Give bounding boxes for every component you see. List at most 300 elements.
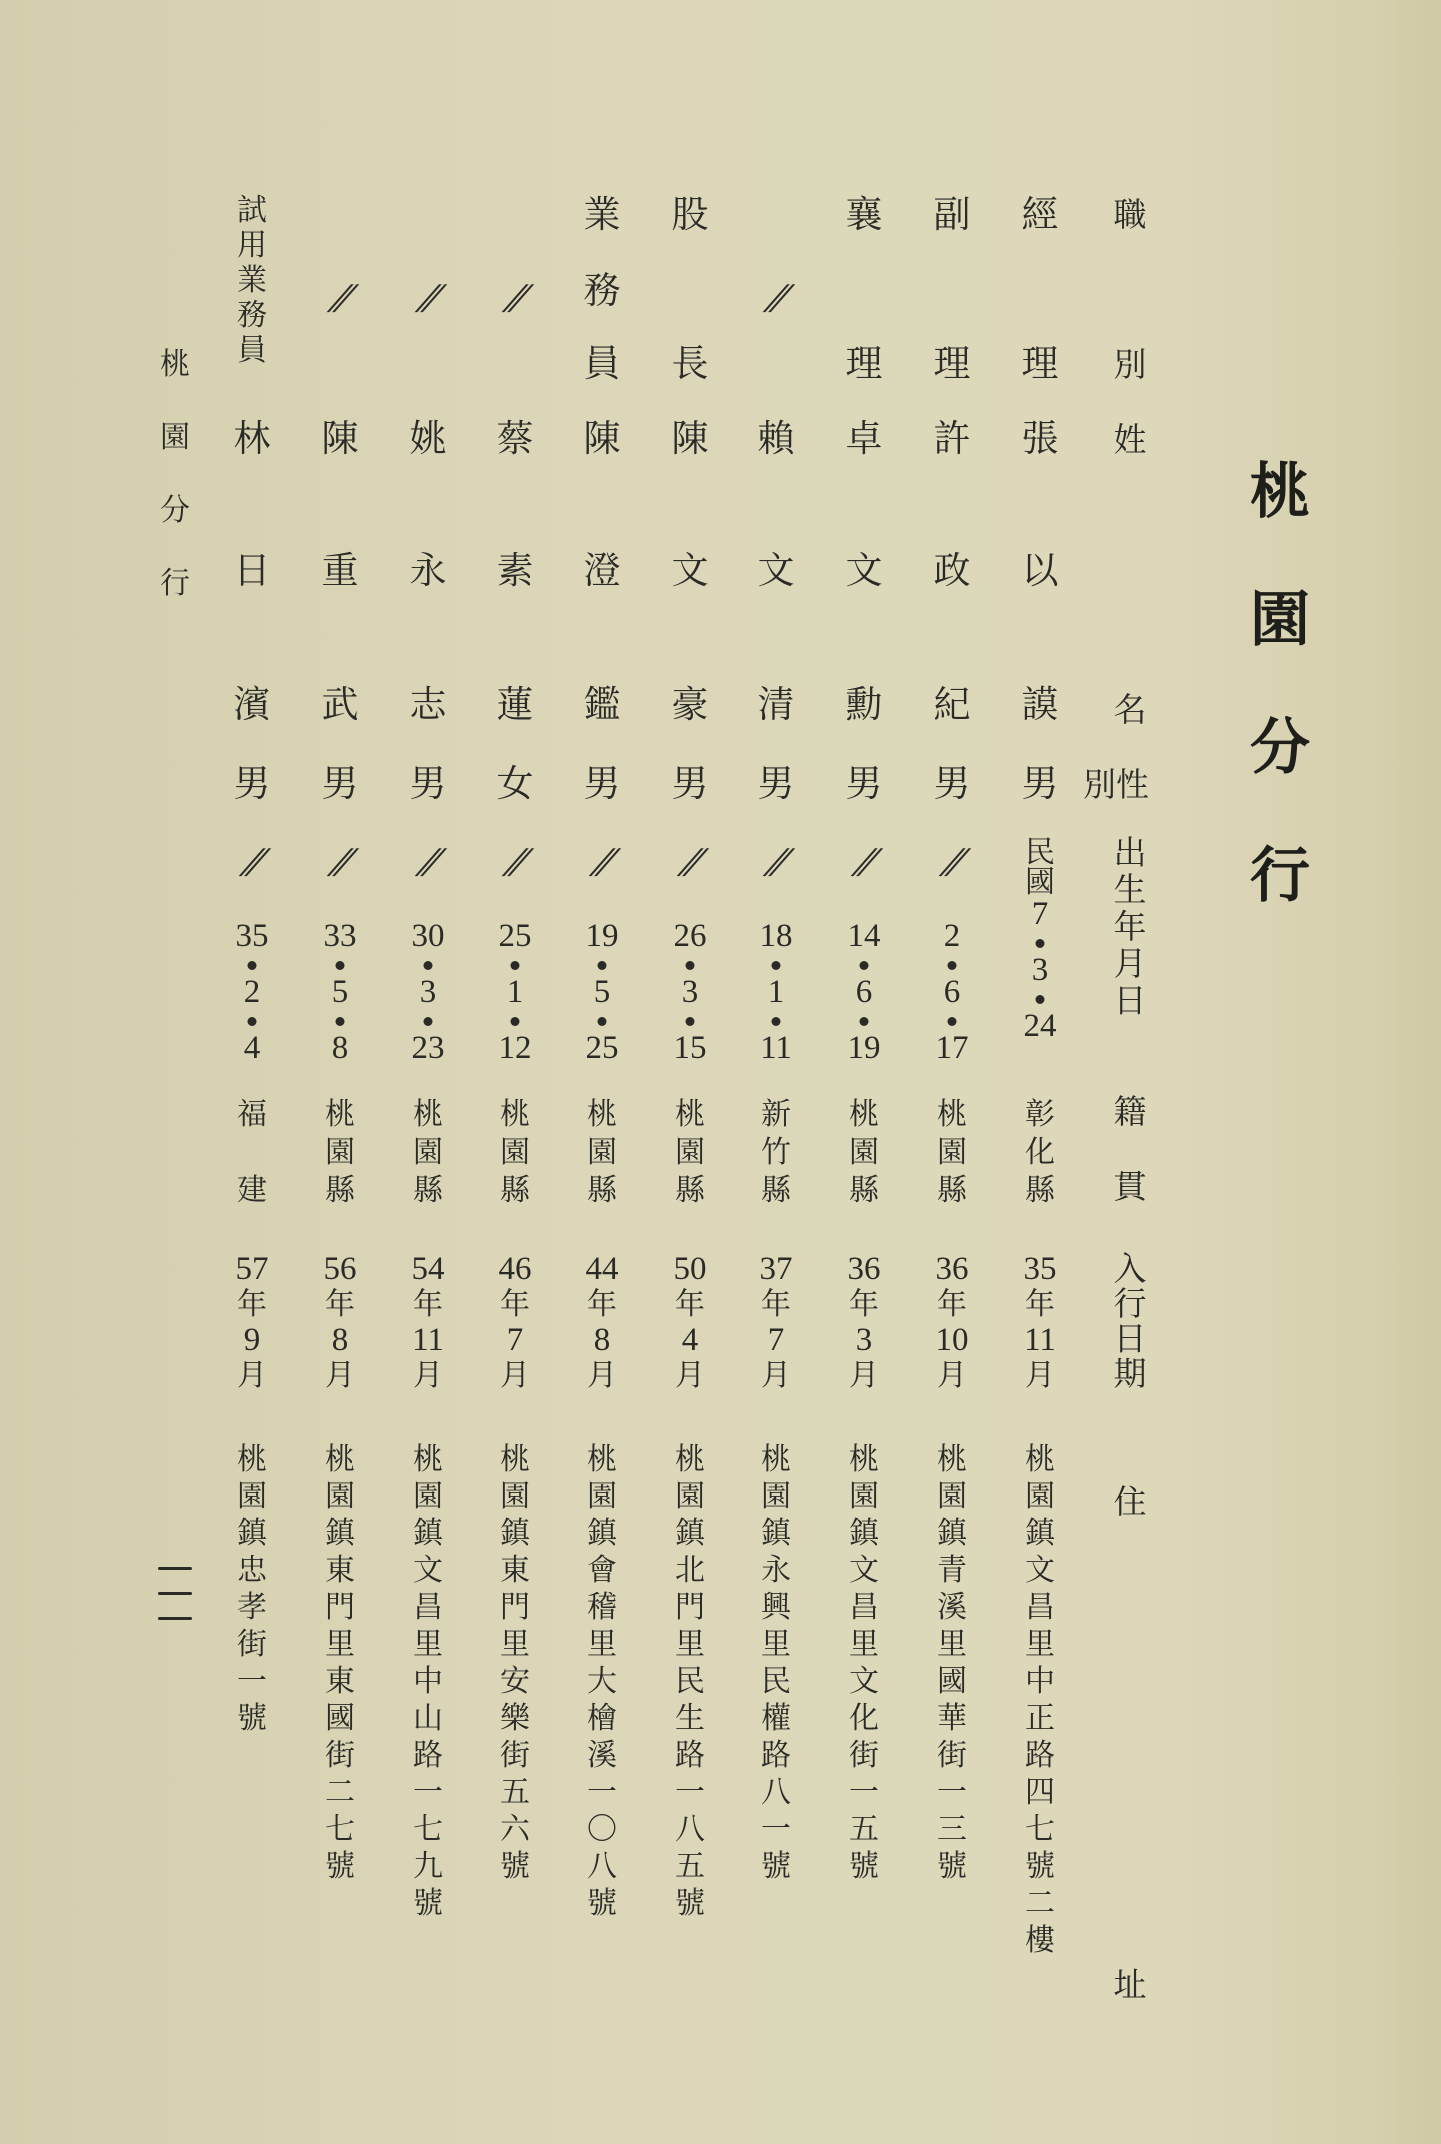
- native-char: 福: [237, 1097, 267, 1132]
- sex-char: 男: [845, 762, 883, 805]
- native-place: [587, 1097, 617, 1208]
- join-date-part: 36: [847, 1251, 881, 1287]
- address-char: 里: [500, 1627, 530, 1662]
- name-char: 卓: [845, 417, 883, 460]
- address-char: 中: [1025, 1664, 1055, 1699]
- name: [321, 417, 359, 460]
- sex: [233, 762, 271, 805]
- birth-part: 18: [759, 918, 793, 954]
- address-char: 街: [237, 1627, 267, 1662]
- address-char: 八: [587, 1849, 617, 1884]
- native-place: [500, 1097, 530, 1208]
- address-char: 街: [937, 1738, 967, 1773]
- address-char: 鎮: [325, 1516, 355, 1551]
- ditto-mark: //: [939, 842, 965, 882]
- address-char: 桃: [325, 1442, 355, 1477]
- native-place: [1025, 1097, 1055, 1208]
- join-date-part: 年: [237, 1287, 267, 1322]
- address-char: 民: [675, 1664, 705, 1699]
- name-char: 張: [1021, 417, 1059, 460]
- native-place: [675, 1097, 705, 1208]
- name-char: 以: [1021, 549, 1059, 592]
- join-date-part: 57: [235, 1251, 269, 1287]
- address-char: 昌: [413, 1590, 443, 1625]
- address-char: 桃: [761, 1442, 791, 1477]
- birth-date: [1023, 835, 1057, 1044]
- sex-char: 男: [321, 762, 359, 805]
- header-native: [1113, 1092, 1147, 1131]
- join-date-part: 年: [849, 1287, 879, 1322]
- name: [233, 549, 271, 592]
- header-address: [1113, 1482, 1147, 1521]
- birth-date: [236, 842, 269, 1065]
- native-char: 縣: [325, 1173, 355, 1208]
- birth-part: 5: [331, 974, 349, 1010]
- sex: [671, 762, 709, 805]
- name: [233, 683, 271, 726]
- address-char: 一: [937, 1775, 967, 1810]
- address-char: 園: [587, 1479, 617, 1514]
- name: [1021, 417, 1059, 460]
- address-char: 權: [761, 1701, 791, 1736]
- join-date: [586, 1253, 619, 1391]
- ditto-mark: //: [415, 278, 441, 318]
- running-title-char: 分: [160, 493, 190, 528]
- header-char: 姓: [1113, 420, 1147, 459]
- header-char: 別: [1083, 765, 1116, 804]
- sex: [1021, 762, 1059, 805]
- address-char: 路: [1025, 1738, 1055, 1773]
- address-char: 昌: [1025, 1590, 1055, 1625]
- name-char: 清: [757, 683, 795, 726]
- name-char: 林: [233, 417, 271, 460]
- address-char: 文: [849, 1553, 879, 1588]
- name: [583, 683, 621, 726]
- separator-dot: [860, 961, 869, 970]
- address-char: 桃: [937, 1442, 967, 1477]
- birth-part: 12: [498, 1030, 532, 1066]
- native-place: [237, 1097, 267, 1208]
- native-char: 縣: [1025, 1173, 1055, 1208]
- ditto-mark: //: [763, 278, 789, 318]
- address-char: 路: [761, 1738, 791, 1773]
- name-char: 文: [757, 549, 795, 592]
- name-char: 文: [845, 549, 883, 592]
- birth-date: [586, 842, 619, 1065]
- name: [409, 417, 447, 460]
- position-ditto: [502, 278, 528, 318]
- name-char: 日: [233, 549, 271, 592]
- join-date-part: 11: [412, 1322, 444, 1358]
- join-date-part: 月: [413, 1358, 443, 1393]
- address-char: 鎮: [1025, 1516, 1055, 1551]
- birth-part: 11: [760, 1030, 792, 1066]
- address-char: 鎮: [237, 1516, 267, 1551]
- title-char: 園: [1250, 585, 1310, 655]
- sex-char: 男: [1021, 762, 1059, 805]
- sex: [933, 762, 971, 805]
- join-date-part: 月: [675, 1358, 705, 1393]
- address-char: 桃: [413, 1442, 443, 1477]
- header-join-date: [1113, 1249, 1147, 1393]
- page-title: [1250, 457, 1310, 911]
- address-char: 民: [761, 1664, 791, 1699]
- birth-part: 2: [943, 918, 961, 954]
- ditto-mark: //: [502, 278, 528, 318]
- birth-part: 30: [411, 918, 445, 954]
- address-char: 路: [675, 1738, 705, 1773]
- position-char: 理: [1021, 342, 1059, 385]
- sex: [409, 762, 447, 805]
- birth-date: [848, 842, 881, 1065]
- address-char: 東: [500, 1553, 530, 1588]
- address-char: 一: [675, 1775, 705, 1810]
- name: [757, 549, 795, 592]
- birth-part: 25: [498, 918, 532, 954]
- address-char: 五: [849, 1812, 879, 1847]
- address-char: 鎮: [761, 1516, 791, 1551]
- native-char: 園: [675, 1135, 705, 1170]
- native-place: [849, 1097, 879, 1208]
- address-char: 生: [675, 1701, 705, 1736]
- join-date-part: 8: [593, 1322, 611, 1358]
- join-date-part: 年: [761, 1287, 791, 1322]
- address-char: 園: [237, 1479, 267, 1514]
- address-char: 里: [587, 1627, 617, 1662]
- position: [583, 193, 621, 236]
- address: [413, 1442, 443, 1921]
- address-char: 鎮: [675, 1516, 705, 1551]
- birth-part: 8: [331, 1030, 349, 1066]
- native-char: 桃: [849, 1097, 879, 1132]
- native-char: [237, 1138, 267, 1168]
- join-date-part: 7: [506, 1322, 524, 1358]
- position-char: 長: [671, 342, 709, 385]
- address-char: 九: [413, 1849, 443, 1884]
- native-place: [761, 1097, 791, 1208]
- address-char: 國: [325, 1701, 355, 1736]
- name: [757, 683, 795, 726]
- name-char: 紀: [933, 683, 971, 726]
- separator-dot: [336, 961, 345, 970]
- address-char: 號: [325, 1849, 355, 1884]
- sex-char: 男: [757, 762, 795, 805]
- name-char: 勳: [845, 683, 883, 726]
- native-char: 縣: [413, 1173, 443, 1208]
- sex-char: 女: [496, 762, 534, 805]
- name-char: 素: [496, 549, 534, 592]
- address-char: 正: [1025, 1701, 1055, 1736]
- position-ditto: [763, 278, 789, 318]
- address: [1025, 1442, 1055, 1958]
- address-char: 七: [325, 1812, 355, 1847]
- header-char: 住: [1113, 1482, 1147, 1521]
- name-char: 豪: [671, 683, 709, 726]
- native-char: 縣: [761, 1173, 791, 1208]
- address-char: 東: [325, 1553, 355, 1588]
- birth-date: [499, 842, 532, 1065]
- address-char: 樂: [500, 1701, 530, 1736]
- name-char: 政: [933, 549, 971, 592]
- birth-part: 25: [585, 1030, 619, 1066]
- join-date-part: 4: [681, 1322, 699, 1358]
- position: [583, 342, 621, 385]
- name: [409, 549, 447, 592]
- address-char: 四: [1025, 1775, 1055, 1810]
- native-char: 縣: [849, 1173, 879, 1208]
- address: [325, 1442, 355, 1884]
- join-date-part: 年: [675, 1287, 705, 1322]
- birth-part: 35: [235, 918, 269, 954]
- name: [845, 417, 883, 460]
- join-date-part: 月: [500, 1358, 530, 1393]
- address-char: 華: [937, 1701, 967, 1736]
- address-char: 一: [587, 1775, 617, 1810]
- address: [761, 1442, 791, 1884]
- position: [845, 193, 883, 236]
- native-char: 建: [237, 1173, 267, 1208]
- native-place: [325, 1097, 355, 1208]
- header-char: 職: [1113, 195, 1147, 234]
- birth-part: 6: [855, 974, 873, 1010]
- header-char: 貫: [1113, 1167, 1147, 1206]
- address: [937, 1442, 967, 1884]
- address-char: 安: [500, 1664, 530, 1699]
- join-date-part: 50: [673, 1251, 707, 1287]
- join-date-part: 年: [500, 1287, 530, 1322]
- address: [587, 1442, 617, 1921]
- birth-part: 3: [419, 974, 437, 1010]
- name: [496, 549, 534, 592]
- address-char: 園: [1025, 1479, 1055, 1514]
- position: [845, 342, 883, 385]
- position: [933, 193, 971, 236]
- header-position: [1113, 195, 1147, 234]
- running-title-char: 桃: [160, 347, 190, 382]
- address-char: 永: [761, 1553, 791, 1588]
- address-char: 忠: [237, 1553, 267, 1588]
- address-char: 里: [675, 1627, 705, 1662]
- join-date-part: 54: [411, 1251, 445, 1287]
- join-date-part: 月: [1025, 1358, 1055, 1393]
- join-date-part: 月: [587, 1358, 617, 1393]
- address-char: 文: [1025, 1553, 1055, 1588]
- join-date-part: 37: [759, 1251, 793, 1287]
- native-char: 園: [500, 1135, 530, 1170]
- birth-part: 17: [935, 1030, 969, 1066]
- name-char: 陳: [321, 417, 359, 460]
- join-date-part: 月: [325, 1358, 355, 1393]
- birth-part: 15: [673, 1030, 707, 1066]
- join-date-part: 年: [937, 1287, 967, 1322]
- address: [237, 1442, 267, 1736]
- address-char: 門: [675, 1590, 705, 1625]
- name-char: 蔡: [496, 417, 534, 460]
- address-char: 園: [937, 1479, 967, 1514]
- address-char: 東: [325, 1664, 355, 1699]
- sex-char: 男: [671, 762, 709, 805]
- address-char: 二: [325, 1775, 355, 1810]
- address-char: 號: [849, 1849, 879, 1884]
- name-char: 重: [321, 549, 359, 592]
- address-char: 八: [761, 1775, 791, 1810]
- header-char: 入: [1113, 1249, 1147, 1288]
- address-char: 青: [937, 1553, 967, 1588]
- birth-part: 14: [847, 918, 881, 954]
- join-date-part: 10: [935, 1322, 969, 1358]
- address-char: 六: [500, 1812, 530, 1847]
- address-char: 三: [937, 1812, 967, 1847]
- address-char: 園: [849, 1479, 879, 1514]
- position-char: 副: [933, 193, 971, 236]
- join-date-part: 9: [243, 1322, 261, 1358]
- address-char: 園: [675, 1479, 705, 1514]
- address-char: 鎮: [587, 1516, 617, 1551]
- position-char: 業: [237, 263, 267, 298]
- address-char: 一: [237, 1664, 267, 1699]
- address-char: 號: [587, 1886, 617, 1921]
- address-char: 大: [587, 1664, 617, 1699]
- name-char: 志: [409, 683, 447, 726]
- address-char: 孝: [237, 1590, 267, 1625]
- ditto-mark: //: [502, 842, 528, 882]
- header-sex: [1083, 765, 1149, 804]
- native-char: 縣: [500, 1173, 530, 1208]
- name-char: 姚: [409, 417, 447, 460]
- birth-part: 3: [1031, 952, 1049, 988]
- join-date-part: 月: [937, 1358, 967, 1393]
- birth-date: [760, 842, 793, 1065]
- birth-part: 3: [681, 974, 699, 1010]
- header-name: [1113, 420, 1147, 459]
- sex-char: 男: [409, 762, 447, 805]
- separator-dot: [598, 961, 607, 970]
- sex: [496, 762, 534, 805]
- sex: [757, 762, 795, 805]
- ditto-mark: //: [589, 842, 615, 882]
- address-char: 里: [413, 1627, 443, 1662]
- address-char: 號: [675, 1886, 705, 1921]
- header-char: 性: [1116, 765, 1149, 804]
- ditto-mark: //: [677, 842, 703, 882]
- position-char: 業: [583, 193, 621, 236]
- header-char: 日: [1113, 981, 1147, 1020]
- sex: [583, 762, 621, 805]
- birth-part: 19: [585, 918, 619, 954]
- birth-part: 2: [243, 974, 261, 1010]
- native-char: 桃: [413, 1097, 443, 1132]
- name: [409, 683, 447, 726]
- join-date-part: 年: [325, 1287, 355, 1322]
- title-char: 行: [1250, 841, 1310, 911]
- birth-prefix-char: 民: [1025, 835, 1055, 870]
- join-date-part: 44: [585, 1251, 619, 1287]
- title-char: 分: [1250, 713, 1310, 783]
- birth-part: 7: [1031, 896, 1049, 932]
- position-char: 理: [845, 342, 883, 385]
- address-char: 中: [413, 1664, 443, 1699]
- native-char: 縣: [937, 1173, 967, 1208]
- address-char: 園: [761, 1479, 791, 1514]
- name: [933, 683, 971, 726]
- separator-dot: [511, 1017, 520, 1026]
- position-char: 員: [583, 342, 621, 385]
- header-char: 日: [1113, 1319, 1147, 1358]
- native-char: 彰: [1025, 1097, 1055, 1132]
- ditto-mark: //: [851, 842, 877, 882]
- join-date-part: 月: [761, 1358, 791, 1393]
- header-char: 年: [1113, 907, 1147, 946]
- address-char: 街: [849, 1738, 879, 1773]
- address-char: 化: [849, 1701, 879, 1736]
- address-char: 桃: [1025, 1442, 1055, 1477]
- join-date-part: 11: [1024, 1322, 1056, 1358]
- separator-dot: [248, 1017, 257, 1026]
- name-char: 陳: [671, 417, 709, 460]
- native-char: 園: [587, 1135, 617, 1170]
- ditto-mark: //: [327, 842, 353, 882]
- separator-dot: [336, 1017, 345, 1026]
- name-char: 陳: [583, 417, 621, 460]
- native-char: 新: [761, 1097, 791, 1132]
- address-char: 號: [413, 1886, 443, 1921]
- header-name-2: [1113, 690, 1147, 729]
- name: [845, 549, 883, 592]
- address-char: 桃: [849, 1442, 879, 1477]
- name: [1021, 549, 1059, 592]
- birth-part: 1: [767, 974, 785, 1010]
- address-char: 里: [849, 1627, 879, 1662]
- address-char: 一: [761, 1812, 791, 1847]
- ditto-mark: //: [415, 842, 441, 882]
- position-char: 員: [237, 333, 267, 368]
- address-char: 檜: [587, 1701, 617, 1736]
- address-char: 里: [325, 1627, 355, 1662]
- address-char: 溪: [937, 1590, 967, 1625]
- address-char: 鎮: [937, 1516, 967, 1551]
- sex: [321, 762, 359, 805]
- position: [671, 193, 709, 236]
- join-date-part: 年: [587, 1287, 617, 1322]
- name-char: 澄: [583, 549, 621, 592]
- address-char: 文: [849, 1664, 879, 1699]
- join-date-part: 35: [1023, 1251, 1057, 1287]
- native-place: [413, 1097, 443, 1208]
- native-char: 園: [849, 1135, 879, 1170]
- native-char: 化: [1025, 1135, 1055, 1170]
- birth-part: 19: [847, 1030, 881, 1066]
- address: [849, 1442, 879, 1884]
- header-char: 名: [1113, 690, 1147, 729]
- address-char: 文: [413, 1553, 443, 1588]
- native-place: [937, 1097, 967, 1208]
- birth-part: 1: [506, 974, 524, 1010]
- separator-dot: [1036, 939, 1045, 948]
- name-char: 濱: [233, 683, 271, 726]
- native-char: 園: [937, 1135, 967, 1170]
- separator-dot: [772, 1017, 781, 1026]
- native-char: 縣: [587, 1173, 617, 1208]
- name-char: 文: [671, 549, 709, 592]
- address-char: 門: [325, 1590, 355, 1625]
- position-ditto: [327, 278, 353, 318]
- address-char: 桃: [237, 1442, 267, 1477]
- separator-dot: [511, 961, 520, 970]
- separator-dot: [686, 961, 695, 970]
- position-ditto: [415, 278, 441, 318]
- native-char: 桃: [937, 1097, 967, 1132]
- birth-date: [412, 842, 445, 1065]
